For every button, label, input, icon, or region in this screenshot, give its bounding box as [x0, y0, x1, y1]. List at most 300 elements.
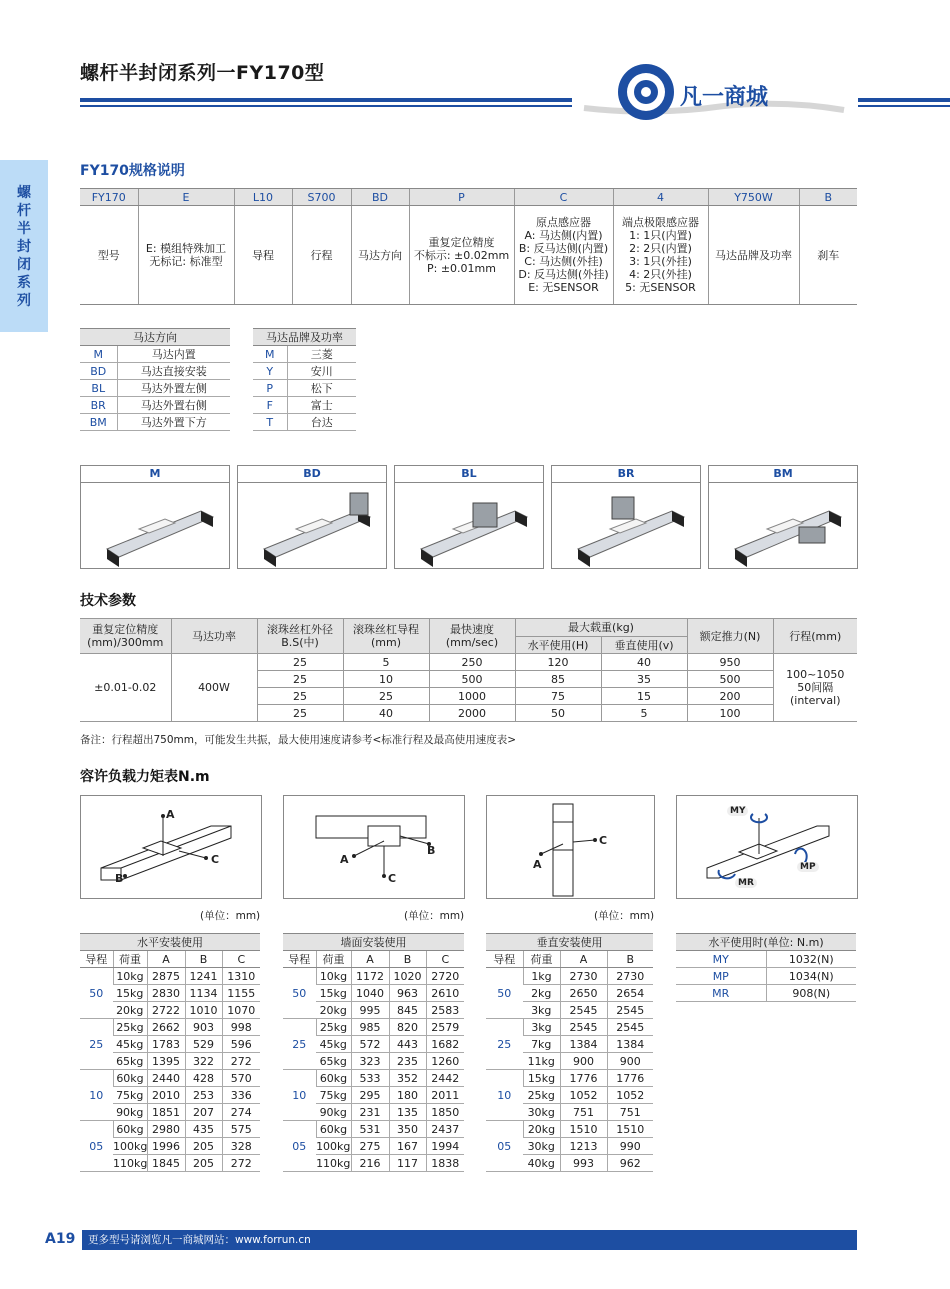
tech-cell: 40	[343, 705, 429, 722]
spec-code-cell: S700	[292, 189, 351, 206]
spec-desc-cell	[351, 206, 409, 305]
moment-cell: 1kg	[523, 968, 560, 985]
moment-cell: 235	[389, 1053, 426, 1070]
moment-cell: 1510	[607, 1121, 653, 1138]
spec-desc-cell	[799, 206, 857, 305]
moment-lead-cell: 25	[80, 1019, 113, 1070]
value-cell: 富士	[287, 397, 356, 414]
moment-cell: 295	[351, 1087, 389, 1104]
moment-table-title: 水平安装使用	[80, 934, 260, 951]
moment-cell: 15kg	[113, 985, 147, 1002]
tech-cell: 500	[429, 671, 515, 688]
moment-cell: 1020	[389, 968, 426, 985]
tech-cell: 250	[429, 654, 515, 671]
tech-cell: 25	[257, 654, 343, 671]
moment-cell: 135	[389, 1104, 426, 1121]
code-cell: F	[253, 397, 287, 414]
moment-cell: 25kg	[523, 1087, 560, 1104]
moment-cell: 845	[389, 1002, 426, 1019]
moment-value-cell: 1032(N)	[766, 951, 856, 968]
code-cell: BM	[80, 414, 117, 431]
tech-cell: 25	[257, 688, 343, 705]
moment-cell: 428	[185, 1070, 222, 1087]
moment-header-cell: B	[185, 951, 222, 968]
moment-cell: 1838	[426, 1155, 464, 1172]
moment-cell: 2kg	[523, 985, 560, 1002]
moment-cell: 110kg	[316, 1156, 351, 1170]
diag4-label-mr: MR	[735, 878, 757, 888]
spec-desc-cell	[514, 206, 613, 305]
side-tab-text	[15, 184, 33, 310]
tech-h-power: 马达功率	[171, 619, 257, 654]
moment-cell: 75kg	[316, 1087, 351, 1104]
code-cell: M	[253, 346, 287, 363]
moment-header-cell: 荷重	[316, 951, 351, 968]
code-cell: Y	[253, 363, 287, 380]
spec-code-cell: FY170	[80, 189, 138, 206]
moment-cell: 2830	[147, 985, 185, 1002]
moment-cell: 75kg	[113, 1087, 147, 1104]
moment-cell: 2662	[147, 1019, 185, 1036]
moment-cell: 253	[185, 1087, 222, 1104]
moment-cell: 110kg	[113, 1156, 147, 1170]
moment-cell: 435	[185, 1121, 222, 1138]
spec-code-cell: BD	[351, 189, 409, 206]
actuator-image	[238, 483, 386, 567]
moment-row	[676, 968, 856, 985]
moment-cell: 751	[560, 1104, 607, 1121]
moment-cell: 572	[351, 1036, 389, 1053]
moment-heading: 容许负载力矩表N.m	[80, 769, 210, 785]
actuator-image	[395, 483, 543, 567]
moment-header-row	[283, 951, 464, 968]
moment-cell: 2730	[560, 968, 607, 985]
moment-cell: 3kg	[523, 1002, 560, 1019]
side-tab-char: 半	[17, 221, 31, 237]
diag2-label-c: C	[388, 872, 397, 885]
moment-cell: 2545	[607, 1019, 653, 1036]
moment-cell: 272	[222, 1155, 260, 1172]
moment-cell: 1994	[426, 1138, 464, 1155]
unit-label-2: (单位：mm)	[404, 910, 465, 922]
moment-cell: 65kg	[316, 1053, 351, 1070]
moment-cell: 963	[389, 985, 426, 1002]
side-tab-char: 列	[17, 293, 31, 309]
moment-cell: 2579	[426, 1019, 464, 1036]
moment-lead-cell: 50	[283, 968, 316, 1019]
tech-cell: 10	[343, 671, 429, 688]
moment-cell: 533	[351, 1070, 389, 1087]
header-stripe-right	[858, 98, 950, 102]
moment-row	[676, 985, 856, 1002]
moment-row	[676, 951, 856, 968]
value-cell: 台达	[287, 414, 356, 431]
side-tab	[0, 160, 48, 332]
tech-precision: ±0.01-0.02	[80, 654, 171, 722]
moment-cell: 100kg	[316, 1139, 351, 1153]
diag3-label-a: A	[533, 858, 542, 871]
diag3-label-c: C	[599, 834, 608, 847]
moment-cell: 7kg	[523, 1036, 560, 1053]
side-tab-char: 闭	[17, 257, 31, 273]
actuator-image	[709, 483, 857, 567]
moment-row	[80, 1019, 260, 1036]
diagram-wall-drawing	[284, 796, 464, 898]
moment-cell: 100kg	[113, 1139, 147, 1153]
tech-cell: 5	[601, 705, 687, 722]
tech-cell: 25	[257, 705, 343, 722]
diagram-moments-drawing	[677, 796, 857, 898]
moment-cell: 167	[389, 1138, 426, 1155]
moment-cell: 60kg	[316, 1070, 351, 1087]
moment-cell: 45kg	[113, 1036, 147, 1053]
spec-code-cell: L10	[234, 189, 292, 206]
moment-cell: 275	[351, 1138, 389, 1155]
tech-h-vert: 垂直使用(v)	[601, 636, 687, 654]
moment-cell: 20kg	[316, 1002, 351, 1019]
tech-h-thrust: 额定推力(N)	[687, 619, 773, 654]
moment-header-cell: 导程	[80, 951, 113, 968]
moment-header-cell: 导程	[283, 951, 316, 968]
moment-row	[283, 968, 464, 985]
spec-table	[80, 188, 857, 305]
moment-cell: 2010	[147, 1087, 185, 1104]
moment-lead-cell: 05	[486, 1121, 523, 1172]
tech-cell: 35	[601, 671, 687, 688]
moment-cell: 272	[222, 1053, 260, 1070]
actuator-image	[552, 483, 700, 567]
moment-table-horizontal	[80, 933, 260, 1172]
product-image-label: M	[81, 466, 229, 483]
moment-axis-cell: MR	[676, 985, 766, 1002]
diag4-label-my: MY	[727, 806, 748, 816]
tech-heading: 技术参数	[80, 593, 136, 609]
moment-cell: 2720	[426, 968, 464, 985]
spec-code-cell: C	[514, 189, 613, 206]
moment-row	[283, 1019, 464, 1036]
page-title: 螺杆半封闭系列一FY170型	[80, 62, 325, 84]
spec-desc-text: 端点极限感应器 1: 1只(内置) 2: 2只(内置) 3: 1只(外挂) 4: 2只(外挂) 5: 无SENSOR	[622, 216, 699, 294]
spec-code-cell: P	[409, 189, 514, 206]
moment-title-row	[283, 934, 464, 951]
moment-cell: 1010	[185, 1002, 222, 1019]
side-tab-char: 系	[17, 275, 31, 291]
moment-row	[80, 1121, 260, 1138]
moment-cell: 65kg	[113, 1053, 147, 1070]
table-row	[253, 363, 356, 380]
table-row	[80, 363, 230, 380]
moment-lead-cell: 25	[486, 1019, 523, 1070]
moment-cell: 1384	[607, 1036, 653, 1053]
spec-code-cell: E	[138, 189, 234, 206]
table-row	[253, 397, 356, 414]
diag2-label-a: A	[340, 853, 349, 866]
moment-cell: 2437	[426, 1121, 464, 1138]
tech-h-dia: 滚珠丝杠外径 B.S(中)	[257, 619, 343, 654]
tech-cell: 5	[343, 654, 429, 671]
moment-cell: 985	[351, 1019, 389, 1036]
moment-cell: 90kg	[316, 1104, 351, 1121]
table-row	[80, 346, 230, 363]
moment-row	[80, 1070, 260, 1087]
value-cell: 松下	[287, 380, 356, 397]
code-cell: P	[253, 380, 287, 397]
moment-cell: 10kg	[113, 968, 147, 985]
moment-cell: 45kg	[316, 1036, 351, 1053]
moment-header-cell: A	[351, 951, 389, 968]
tech-cell: 950	[687, 654, 773, 671]
moment-cell: 117	[389, 1155, 426, 1172]
moment-cell: 900	[560, 1053, 607, 1070]
table-row	[80, 380, 230, 397]
moment-cell: 350	[389, 1121, 426, 1138]
moment-header-cell: A	[560, 951, 607, 968]
moment-header-cell: 荷重	[113, 951, 147, 968]
moment-cell: 1155	[222, 985, 260, 1002]
diag1-label-c: C	[211, 853, 220, 866]
moment-cell: 2730	[607, 968, 653, 985]
moment-lead-cell: 10	[283, 1070, 316, 1121]
product-image-label: BR	[552, 466, 700, 483]
unit-label-3: (单位：mm)	[594, 910, 655, 922]
spec-code-cell: 4	[613, 189, 708, 206]
moment-cell: 231	[351, 1104, 389, 1121]
moment-cell: 1395	[147, 1053, 185, 1070]
moment-cell: 328	[222, 1138, 260, 1155]
diagram-moments	[676, 795, 858, 899]
code-cell: BD	[80, 363, 117, 380]
value-cell: 马达外置右侧	[117, 397, 230, 414]
moment-cell: 1851	[147, 1104, 185, 1121]
moment-row	[486, 968, 653, 985]
code-cell: BL	[80, 380, 117, 397]
diagram-horizontal	[80, 795, 262, 899]
logo-text: 凡一商城	[680, 85, 769, 110]
moment-header-cell: B	[607, 951, 653, 968]
moment-table-title: 水平使用时(单位: N.m)	[676, 934, 856, 951]
moment-cell: 207	[185, 1104, 222, 1121]
moment-cell: 180	[389, 1087, 426, 1104]
product-image-label: BL	[395, 466, 543, 483]
moment-header-row	[80, 951, 260, 968]
tech-cell: 15	[601, 688, 687, 705]
tech-cell: 75	[515, 688, 601, 705]
diagram-wall	[283, 795, 465, 899]
moment-cell: 575	[222, 1121, 260, 1138]
moment-cell: 1052	[560, 1087, 607, 1104]
moment-table-hz-unit	[676, 933, 856, 1002]
moment-cell: 2545	[560, 1002, 607, 1019]
tech-note: 备注：行程超出750mm，可能发生共振，最大使用速度请参考<标准行程及最高使用速度表>	[80, 734, 517, 746]
tech-cell: 100	[687, 705, 773, 722]
moment-cell: 30kg	[523, 1138, 560, 1155]
table-row	[253, 414, 356, 431]
moment-lead-cell: 10	[80, 1070, 113, 1121]
tech-cell: 25	[343, 688, 429, 705]
value-cell: 马达内置	[117, 346, 230, 363]
moment-lead-cell: 50	[486, 968, 523, 1019]
moment-cell: 1070	[222, 1002, 260, 1019]
value-cell: 马达直接安装	[117, 363, 230, 380]
table-row	[253, 346, 356, 363]
moment-cell: 20kg	[523, 1121, 560, 1138]
moment-cell: 998	[222, 1019, 260, 1036]
moment-title-row	[676, 934, 856, 951]
tech-cell: 500	[687, 671, 773, 688]
tech-h-load: 最大载重(kg)	[515, 619, 687, 637]
moment-cell: 1172	[351, 968, 389, 985]
moment-header-cell: C	[426, 951, 464, 968]
moment-cell: 10kg	[316, 968, 351, 985]
tech-h-stroke: 行程(mm)	[773, 619, 857, 654]
moment-cell: 531	[351, 1121, 389, 1138]
product-image-label: BM	[709, 466, 857, 483]
moment-title-row	[80, 934, 260, 951]
moment-cell: 2583	[426, 1002, 464, 1019]
moment-cell: 336	[222, 1087, 260, 1104]
moment-cell: 205	[185, 1155, 222, 1172]
moment-cell: 60kg	[316, 1121, 351, 1138]
moment-cell: 2650	[560, 985, 607, 1002]
moment-cell: 820	[389, 1019, 426, 1036]
side-tab-char: 螺	[17, 185, 31, 201]
moment-cell: 995	[351, 1002, 389, 1019]
spec-desc-cell	[80, 206, 138, 305]
tech-cell: 40	[601, 654, 687, 671]
moment-title-row	[486, 934, 653, 951]
moment-header-cell: C	[222, 951, 260, 968]
diagram-vertical	[486, 795, 655, 899]
spec-desc-cell	[409, 206, 514, 305]
moment-cell: 15kg	[316, 985, 351, 1002]
side-tab-char: 封	[17, 239, 31, 255]
footer-bar	[82, 1230, 857, 1250]
tech-cell: 25	[257, 671, 343, 688]
moment-cell: 15kg	[523, 1070, 560, 1087]
tech-h-precision: 重复定位精度 (mm)/300mm	[80, 619, 171, 654]
moment-cell: 1783	[147, 1036, 185, 1053]
tech-cell: 1000	[429, 688, 515, 705]
moment-cell: 1213	[560, 1138, 607, 1155]
tech-h-horiz: 水平使用(H)	[515, 636, 601, 654]
spec-heading: FY170规格说明	[80, 163, 185, 179]
tech-h-lead: 滚珠丝杠导程 (mm)	[343, 619, 429, 654]
moment-row	[486, 1070, 653, 1087]
moment-cell: 903	[185, 1019, 222, 1036]
spec-desc-text: 马达方向	[358, 248, 402, 262]
moment-lead-cell: 05	[283, 1121, 316, 1172]
spec-code-cell: B	[799, 189, 857, 206]
tech-row	[80, 654, 857, 671]
tech-cell: 2000	[429, 705, 515, 722]
motor-dir-title: 马达方向	[80, 329, 230, 346]
spec-desc-cell	[138, 206, 234, 305]
moment-cell: 60kg	[113, 1070, 147, 1087]
moment-cell: 216	[351, 1155, 389, 1172]
moment-table-vertical	[486, 933, 653, 1172]
moment-cell: 2980	[147, 1121, 185, 1138]
moment-cell: 1310	[222, 968, 260, 985]
spec-desc-text: 刹车	[817, 248, 840, 262]
moment-cell: 2654	[607, 985, 653, 1002]
moment-cell: 1241	[185, 968, 222, 985]
product-image-m	[80, 465, 230, 569]
tech-stroke	[773, 654, 857, 722]
value-cell: 马达外置左侧	[117, 380, 230, 397]
moment-header-cell: B	[389, 951, 426, 968]
value-cell: 马达外置下方	[117, 414, 230, 431]
diag1-label-a: A	[166, 808, 175, 821]
header-stripe	[80, 98, 572, 102]
moment-row	[80, 968, 260, 985]
moment-cell: 60kg	[113, 1121, 147, 1138]
product-image-bd	[237, 465, 387, 569]
moment-cell: 2545	[560, 1019, 607, 1036]
moment-cell: 2875	[147, 968, 185, 985]
tech-stroke-text: 100~1050 50间隔 (interval)	[786, 668, 845, 707]
spec-desc-text: 导程	[252, 248, 274, 262]
moment-header-row	[486, 951, 653, 968]
spec-desc-cell	[708, 206, 799, 305]
moment-cell: 11kg	[523, 1053, 560, 1070]
motor-dir-table	[80, 328, 230, 431]
footer-text: 更多型号请浏览凡一商城网站：www.forrun.cn	[88, 1234, 311, 1246]
header-stripe-right-thin	[858, 105, 950, 107]
moment-cell: 529	[185, 1036, 222, 1053]
spec-desc-text: 原点感应器 A: 马达侧(内置) B: 反马达侧(内置) C: 马达侧(外挂) D: 反马达侧(外挂) E: 无SENSOR	[518, 216, 609, 294]
spec-code-cell: Y750W	[708, 189, 799, 206]
product-image-bl	[394, 465, 544, 569]
tech-cell: 200	[687, 688, 773, 705]
moment-cell: 2610	[426, 985, 464, 1002]
spec-desc-text: 行程	[310, 248, 333, 262]
side-tab-char: 杆	[17, 203, 31, 219]
moment-header-cell: A	[147, 951, 185, 968]
moment-value-cell: 908(N)	[766, 985, 856, 1002]
tech-cell: 50	[515, 705, 601, 722]
moment-cell: 990	[607, 1138, 653, 1155]
moment-cell: 90kg	[113, 1104, 147, 1121]
moment-cell: 2011	[426, 1087, 464, 1104]
moment-cell: 322	[185, 1053, 222, 1070]
table-row	[253, 380, 356, 397]
spec-desc-text: 重复定位精度 不标示: ±0.02mm P: ±0.01mm	[413, 235, 510, 275]
moment-cell: 596	[222, 1036, 260, 1053]
moment-cell: 1850	[426, 1104, 464, 1121]
moment-cell: 40kg	[523, 1155, 560, 1172]
moment-cell: 1996	[147, 1138, 185, 1155]
spec-desc-cell	[234, 206, 292, 305]
moment-cell: 25kg	[316, 1019, 351, 1036]
motor-brand-title: 马达品牌及功率	[253, 329, 356, 346]
tech-table	[80, 618, 857, 722]
moment-cell: 274	[222, 1104, 260, 1121]
value-cell: 三菱	[287, 346, 356, 363]
tech-h-speed: 最快速度 (mm/sec)	[429, 619, 515, 654]
moment-row	[283, 1121, 464, 1138]
tech-power: 400W	[171, 654, 257, 722]
moment-lead-cell: 10	[486, 1070, 523, 1121]
moment-cell: 1260	[426, 1053, 464, 1070]
diagram-vertical-drawing	[487, 796, 654, 898]
moment-cell: 25kg	[113, 1019, 147, 1036]
moment-cell: 1510	[560, 1121, 607, 1138]
moment-lead-cell: 05	[80, 1121, 113, 1172]
spec-desc-text: 型号	[97, 248, 120, 262]
page-number: A19	[45, 1231, 76, 1247]
actuator-image	[81, 483, 229, 567]
moment-table-title: 垂直安装使用	[486, 934, 653, 951]
